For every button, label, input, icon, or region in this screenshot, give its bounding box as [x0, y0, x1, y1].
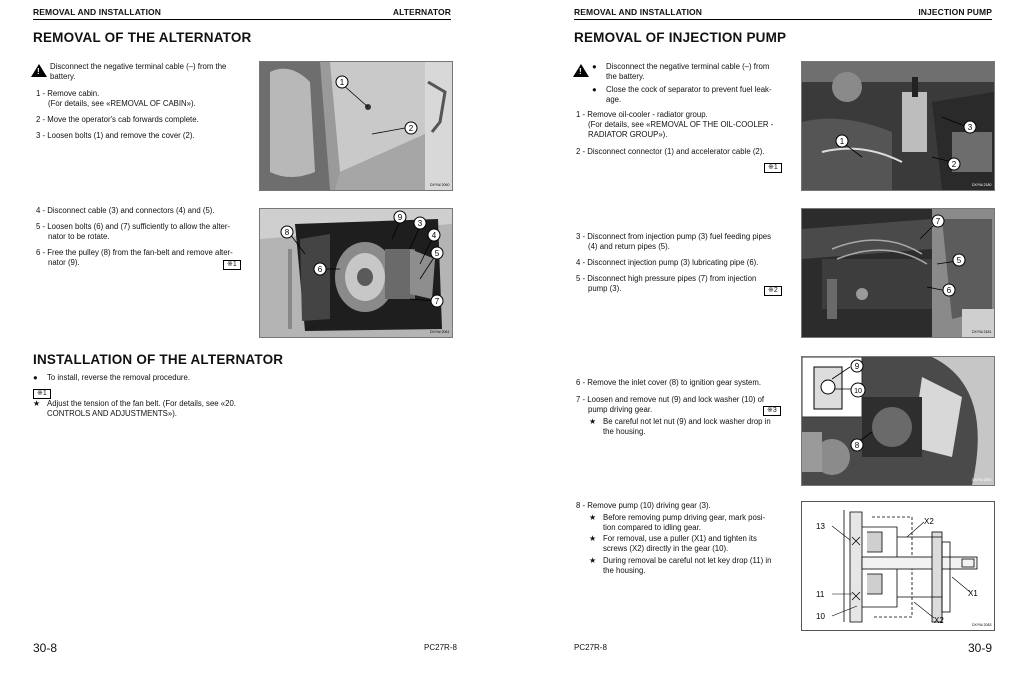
warning-bullet-1: [592, 62, 787, 82]
page-number: 30-8: [33, 641, 58, 655]
step-line: nator (9).: [48, 258, 80, 267]
label-10: 10: [816, 612, 825, 621]
photo-alternator-image: [260, 209, 452, 337]
callout-5: 5: [434, 249, 440, 258]
warning-icon: !: [573, 64, 589, 77]
note-line: screws (X2) directly in the gear (10).: [603, 544, 729, 553]
step-8-note-1: [589, 513, 765, 533]
callout-6: 6: [946, 286, 952, 295]
reference-mark: [764, 162, 782, 173]
reference-mark: [223, 259, 241, 270]
bullet-dot: ●: [592, 62, 597, 71]
photo-gear-cover-image: [802, 357, 994, 485]
photo-code: DXYW-2082: [972, 478, 992, 482]
photo-cover-bolts-image: [260, 62, 452, 190]
note-line: For removal, use a puller (X1) and tighten its: [603, 534, 757, 543]
warning-icon: !: [31, 64, 47, 77]
callout-3: 3: [417, 219, 423, 228]
header-rule: [33, 19, 451, 20]
label-11: 11: [816, 590, 825, 599]
step-line: 3 - Disconnect from injection pump (3) fuel feeding pipes: [576, 232, 772, 241]
reference-box: ※1: [33, 389, 51, 399]
photo-code: DXYW-2181: [972, 330, 992, 334]
install-title: INSTALLATION OF THE ALTERNATOR: [33, 352, 284, 367]
note-line: tion compared to idling gear.: [603, 523, 701, 532]
step-2: 2 - Move the operator's cab forwards complete.: [36, 115, 199, 124]
warning-bullet-2: [592, 85, 787, 105]
step-8: 8 - Remove pump (10) driving gear (3).: [576, 501, 711, 510]
note-line: Be careful not let nut (9) and lock washer drop in: [603, 417, 771, 426]
callout-5: 5: [956, 256, 962, 265]
callout-4: 4: [431, 231, 437, 240]
step-line: 6 - Free the pulley (8) from the fan-belt and remove alter-: [36, 248, 233, 257]
reference-box: ※2: [764, 286, 782, 296]
star-icon: ★: [589, 556, 596, 565]
note-line: the housing.: [603, 566, 646, 575]
step-line: 5 - Disconnect high pressure pipes (7) from injection: [576, 274, 757, 283]
section-title: REMOVAL OF THE ALTERNATOR: [33, 30, 252, 45]
step-line: pump driving gear.: [588, 405, 653, 414]
photo-gear-cover: [801, 356, 995, 486]
step-8-note-2: [589, 534, 757, 554]
header-topic: ALTERNATOR: [392, 7, 451, 17]
bullet-line: Disconnect the negative terminal cable (–) from: [606, 62, 770, 71]
model-code: PC27R-8: [424, 643, 457, 652]
step-7: [576, 395, 764, 415]
warning-line: battery.: [50, 72, 76, 81]
callout-9: 9: [854, 362, 860, 371]
step-line: (4) and return pipes (5).: [588, 242, 670, 251]
callout-7: 7: [935, 217, 941, 226]
reference-box: ※3: [763, 406, 781, 416]
step-5: [36, 222, 230, 242]
star-icon: ★: [589, 513, 596, 522]
step-4: 4 - Disconnect injection pump (3) lubricating pipe (6).: [576, 258, 759, 267]
label-x1: X1: [968, 589, 978, 598]
step-line: pump (3).: [588, 284, 622, 293]
step-line: 7 - Loosen and remove nut (9) and lock washer (10) of: [576, 395, 765, 404]
callout-2: 2: [408, 124, 414, 133]
bullet-dot: ●: [592, 85, 597, 94]
header-topic: INJECTION PUMP: [918, 7, 992, 17]
bullet-line: the battery.: [606, 72, 645, 81]
step-1: [576, 110, 773, 140]
step-4: 4 - Disconnect cable (3) and connectors (4) and (5).: [36, 206, 215, 215]
diagram-puller: [801, 501, 995, 631]
step-6: 6 - Remove the inlet cover (8) to ignition gear system.: [576, 378, 762, 387]
star-icon: ★: [589, 534, 596, 543]
callout-2: 2: [951, 160, 957, 169]
note-line: Before removing pump driving gear, mark posi-: [603, 513, 766, 522]
star-icon: ★: [33, 399, 40, 408]
star-icon: ★: [589, 417, 596, 426]
diagram-puller-drawing: [802, 502, 994, 630]
step-6: [36, 248, 233, 268]
page-number: 30-9: [967, 641, 992, 655]
diagram-code: DXYW-2083: [972, 623, 992, 627]
step-1: [36, 89, 196, 109]
step-8-note-3: [589, 556, 771, 576]
header-section: REMOVAL AND INSTALLATION: [574, 7, 703, 17]
step-line: 1 - Remove oil-cooler - radiator group.: [576, 110, 708, 119]
callout-8: 8: [854, 441, 860, 450]
model-code: PC27R-8: [574, 643, 607, 652]
photo-code: DXYW-2061: [430, 330, 450, 334]
photo-alternator: [259, 208, 453, 338]
step-2: 2 - Disconnect connector (1) and accelerator cable (2).: [576, 147, 765, 156]
callout-10: 10: [854, 388, 862, 395]
step-line: (For details, see «REMOVAL OF CABIN»).: [48, 99, 196, 108]
label-x2-bottom: X2: [934, 616, 944, 625]
reference-mark: [763, 405, 781, 416]
header-rule: [574, 19, 992, 20]
photo-injection-connector-image: [802, 62, 994, 190]
photo-injection-pipes-image: [802, 209, 994, 337]
bullet-line: age.: [606, 95, 622, 104]
reference-box: ※1: [223, 260, 241, 270]
warning-text: [50, 62, 226, 82]
note-line: the housing.: [603, 427, 646, 436]
bullet-dot: ●: [33, 373, 38, 382]
callout-1: 1: [339, 78, 345, 87]
section-title: REMOVAL OF INJECTION PUMP: [574, 30, 787, 45]
note-line: CONTROLS AND ADJUSTMENTS»).: [47, 409, 177, 418]
step-3: 3 - Loosen bolts (1) and remove the cover (2).: [36, 131, 195, 140]
right-page: [512, 0, 1024, 677]
photo-code: DXYW-2060: [430, 183, 450, 187]
step-line: (For details, see «REMOVAL OF THE OIL-COOLER -: [588, 120, 774, 129]
photo-code: DXYW-2180: [972, 183, 992, 187]
photo-injection-pipes: [801, 208, 995, 338]
callout-8: 8: [284, 228, 290, 237]
install-reference: [33, 388, 51, 399]
callout-1: 1: [839, 137, 845, 146]
step-3: [576, 232, 771, 252]
bullet-line: Close the cock of separator to prevent fuel leak-: [606, 85, 772, 94]
callout-9: 9: [397, 213, 403, 222]
callout-7: 7: [434, 297, 440, 306]
header-section: REMOVAL AND INSTALLATION: [33, 7, 162, 17]
bullet-text: To install, reverse the removal procedure.: [47, 373, 191, 382]
step-line: 1 - Remove cabin.: [36, 89, 100, 98]
callout-6: 6: [317, 265, 323, 274]
note-line: Adjust the tension of the fan belt. (For details, see «20.: [47, 399, 236, 408]
step-line: nator to be rotate.: [48, 232, 110, 241]
install-note: [33, 399, 236, 419]
label-13: 13: [816, 522, 825, 531]
label-x2-top: X2: [924, 517, 934, 526]
warning-line: Disconnect the negative terminal cable (–) from the: [50, 62, 227, 71]
callout-3: 3: [967, 123, 973, 132]
photo-injection-connector: [801, 61, 995, 191]
reference-box: ※1: [764, 163, 782, 173]
step-7-note: [589, 417, 771, 437]
reference-mark: [764, 285, 782, 296]
step-line: 5 - Loosen bolts (6) and (7) sufficiently to allow the alter-: [36, 222, 231, 231]
step-5: [576, 274, 756, 294]
step-line: RADIATOR GROUP»).: [588, 130, 668, 139]
photo-cover-bolts: [259, 61, 453, 191]
note-line: During removal be careful not let key drop (11) in: [603, 556, 772, 565]
